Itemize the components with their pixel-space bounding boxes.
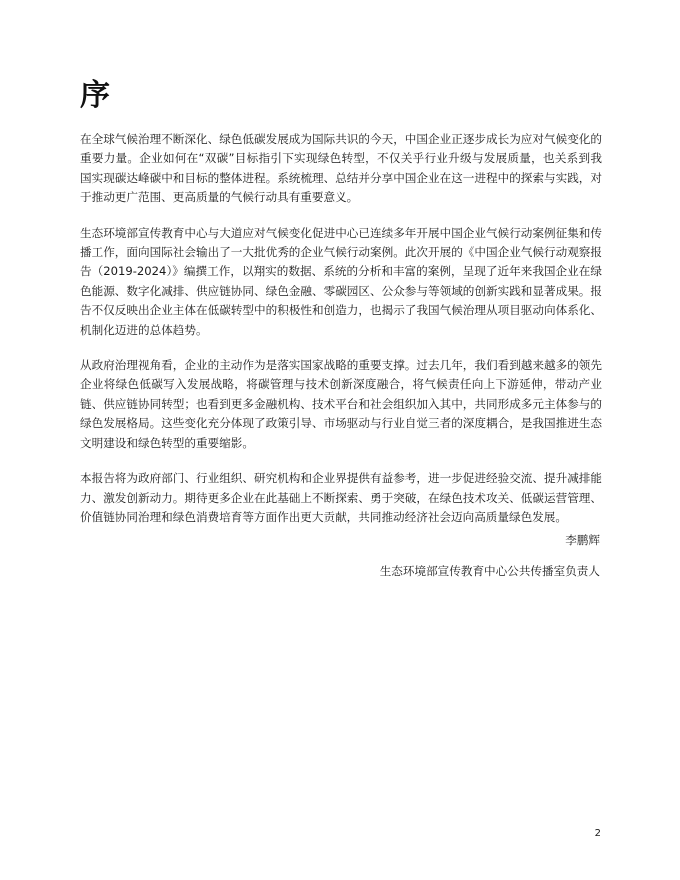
- paragraph-3: 从政府治理视角看，企业的主动作为是落实国家战略的重要支撑。过去几年，我们看到越来越多的领先企业将绿色低碳写入发展战略，将碳管理与技术创新深度融合，将气候责任向上下游延伸，带动产业链、供应链协同转型；也看到更多金融机构、技术平台和社会组织加入其中，共同形成多元主体参与的绿色发展格局。这些变化充分体现了政策引导、市场驱动与行业自觉三者的深度耦合，是我国推进生态文明建设和绿色转型的重要缩影。: [80, 358, 602, 450]
- signature-position: 生态环境部宣传教育中心公共传播室负责人: [379, 564, 600, 578]
- page-title: 序: [80, 78, 110, 113]
- paragraph-1: 在全球气候治理不断深化、绿色低碳发展成为国际共识的今天，中国企业正逐步成长为应对气候变化的重要力量。企业如何在“双碳”目标指引下实现绿色转型，不仅关乎行业升级与发展质量，也关系到我国实现碳达峰碳中和目标的整体进程。系统梳理、总结并分享中国企业在这一进程中的探索与实践，对于推动更广范围、更高质量的气候行动具有重要意义。: [80, 132, 602, 205]
- preface-body: [80, 130, 602, 543]
- signature-name: 李鹏辉: [565, 533, 600, 547]
- paragraph-2: 生态环境部宣传教育中心与大道应对气候变化促进中心已连续多年开展中国企业气候行动案例征集和传播工作，面向国际社会输出了一大批优秀的企业气候行动案例。此次开展的《中国企业气候行动观察报告（2019-2024）》编撰工作，以翔实的数据、系统的分析和丰富的案例，呈现了近年来我国企业在绿色能源、数字化减排、供应链协同、绿色金融、零碳园区、公众参与等领域的创新实践和显著成果。报告不仅反映出企业主体在低碳转型中的积极性和创造力，也揭示了我国气候治理从项目驱动向体系化、机制化迈进的总体趋势。: [80, 225, 602, 337]
- page-number: 2: [594, 828, 601, 839]
- paragraph-4: 本报告将为政府部门、行业组织、研究机构和企业界提供有益参考，进一步促进经验交流、提升减排能力、激发创新动力。期待更多企业在此基础上不断探索、勇于突破，在绿色技术攻关、低碳运营管理、价值链协同治理和绿色消费培育等方面作出更大贡献，共同推动经济社会迈向高质量绿色发展。: [80, 471, 602, 524]
